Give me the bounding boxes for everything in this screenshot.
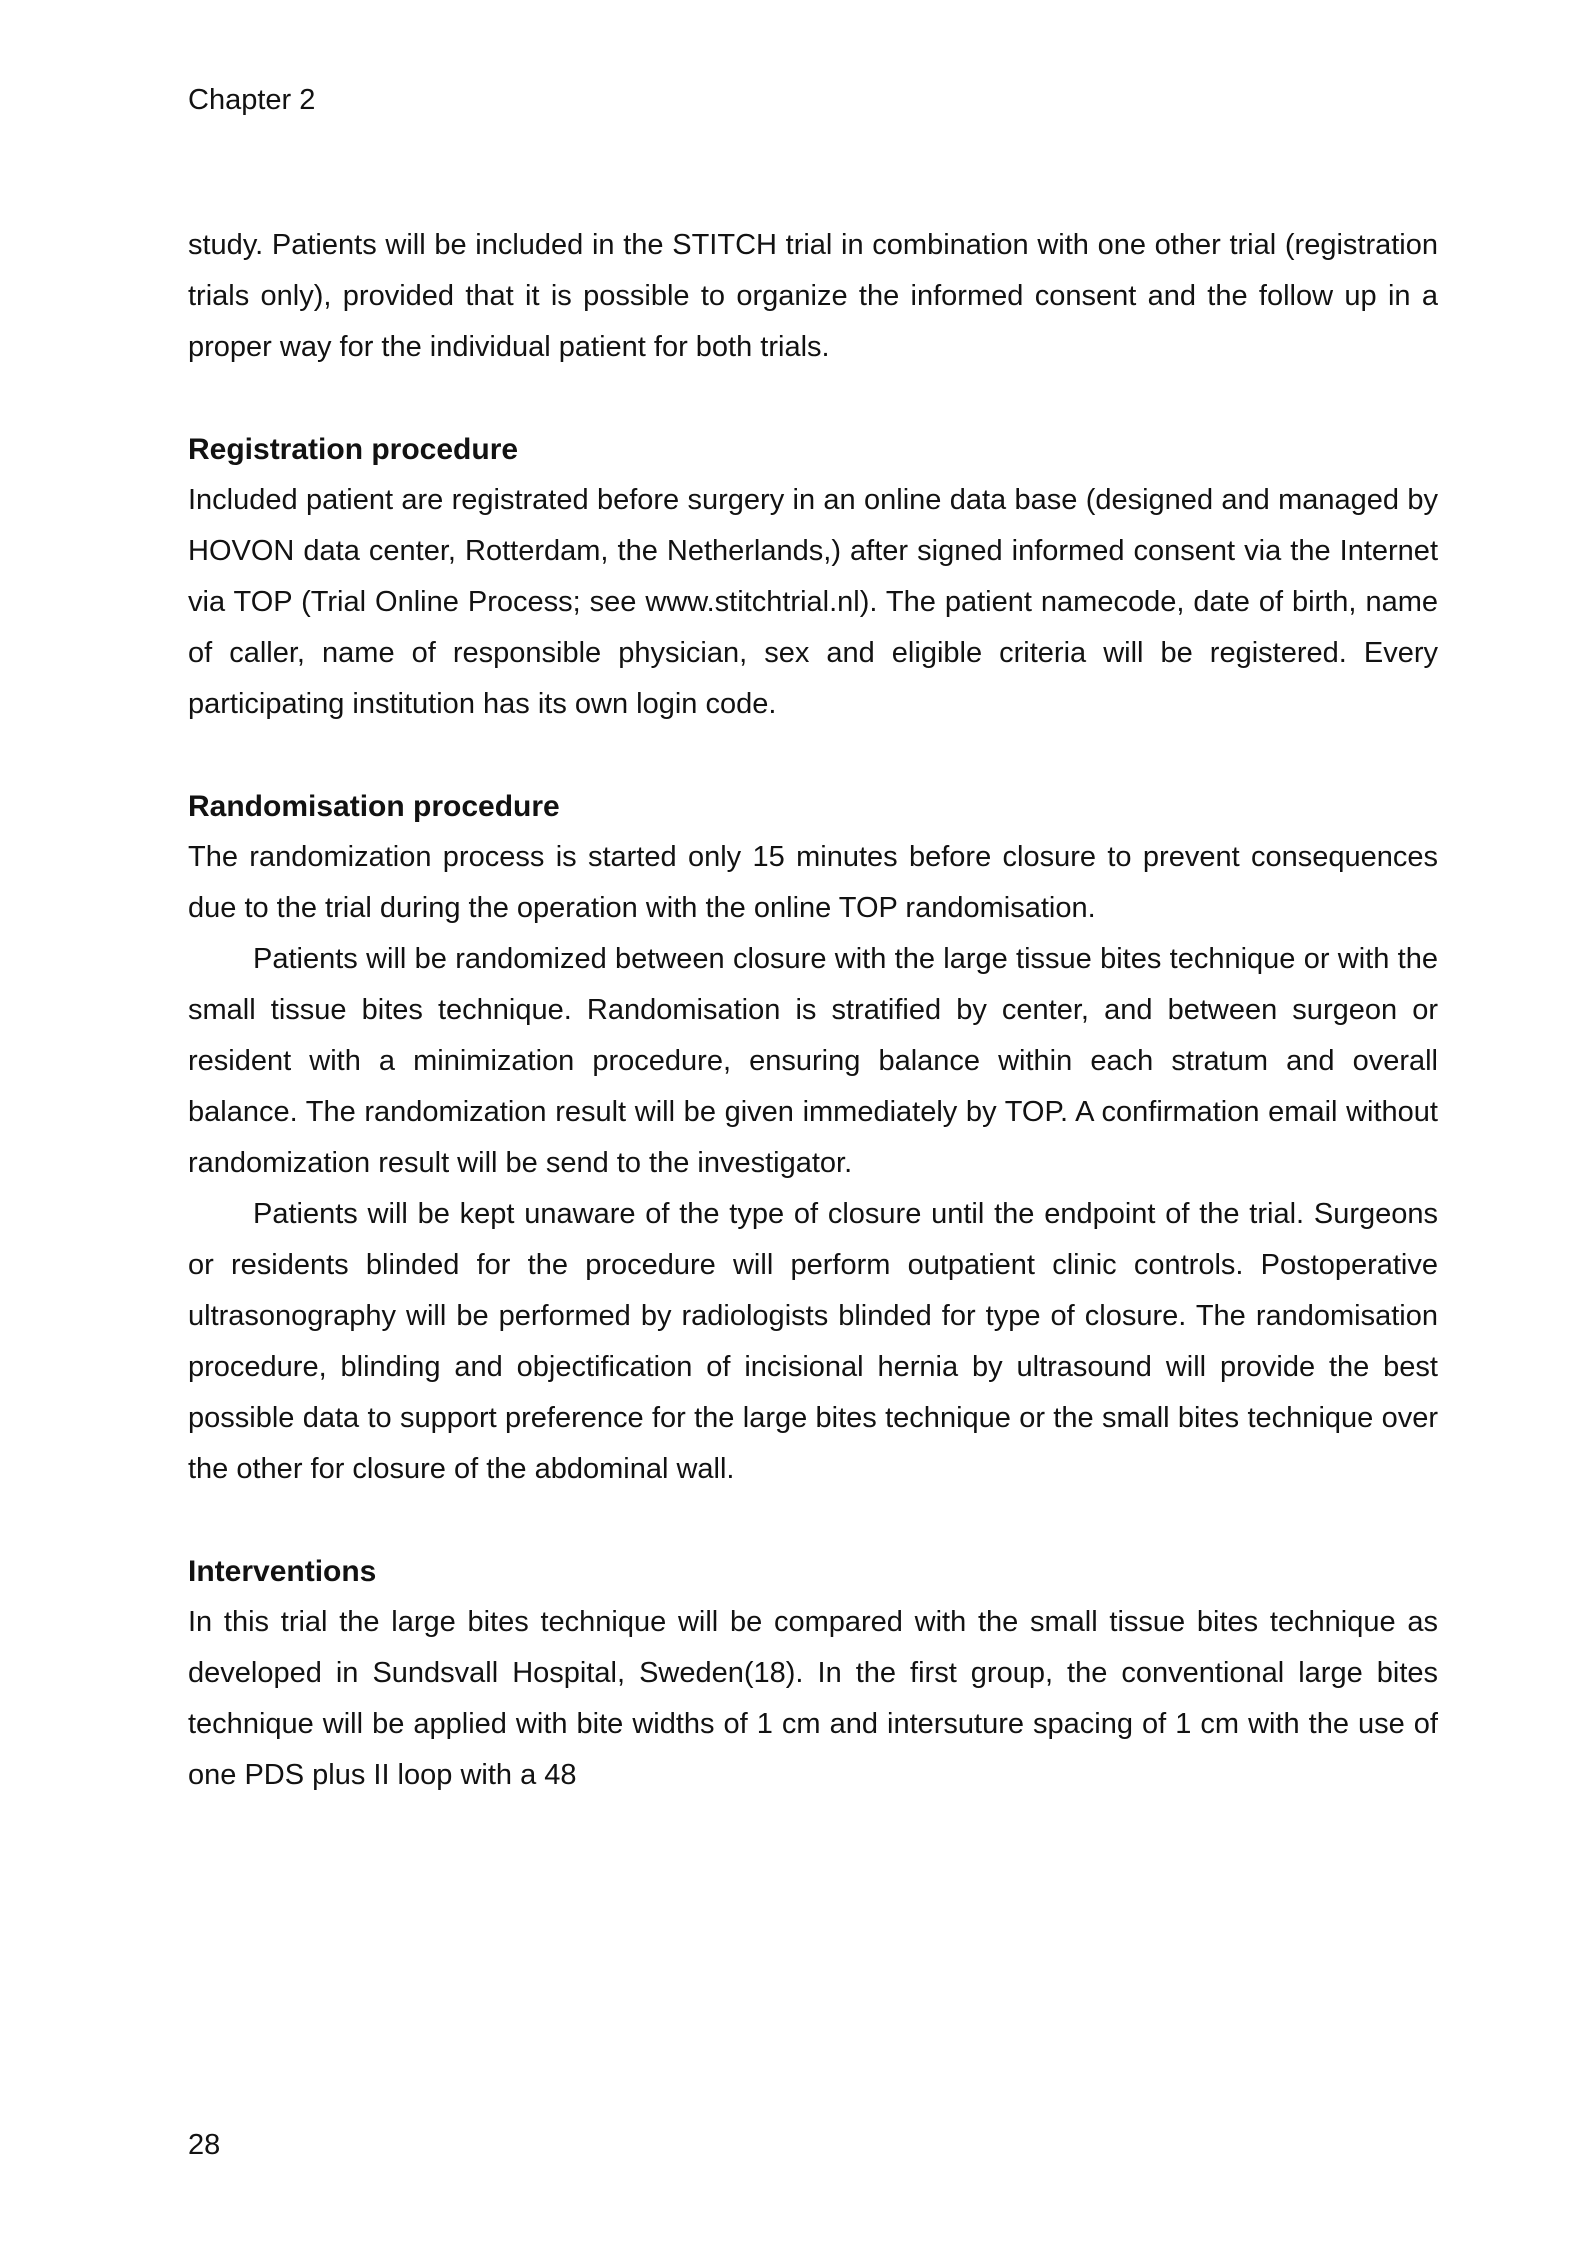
running-header: Chapter 2	[188, 84, 316, 116]
section-heading: Interventions	[188, 1555, 377, 1588]
paragraph: The randomization process is started only 15 minutes before closure to prevent consequences due to the trial during the operation with the online TOP randomisation.	[188, 841, 1438, 924]
paragraph: Included patient are registrated before surgery in an online data base (designed and managed by HOVON data center, Rotterdam, the Netherlands,) after signed informed consent via the Internet via TOP (Trial Online Process; see www.stitchtrial.nl). The patient namecode, date of birth, name of caller, name of responsible physician, sex and eligible criteria will be registered. Every participating institution has its own login code.	[188, 484, 1438, 720]
section-heading: Randomisation procedure	[188, 790, 560, 823]
page-number: 28	[188, 2129, 221, 2161]
section-heading: Registration procedure	[188, 433, 519, 466]
section-interventions	[188, 1546, 1438, 1801]
intro-paragraph: study. Patients will be included in the STITCH trial in combination with one other trial (registration trials only), provided that it is possible to organize the informed consent and the follow up in a proper way for the individual patient for both trials.	[188, 229, 1438, 363]
page-content	[188, 220, 1438, 1801]
paragraph: Patients will be kept unaware of the type of closure until the endpoint of the trial. Surgeons or residents blinded for the procedure will perform outpatient clinic controls. Postoperative ultrasonography will be performed by radiologists blinded for type of closure. The randomisation procedure, blinding and objectification of incisional hernia by ultrasound will provide the best possible data to support preference for the large bites technique or the small bites technique over the other for closure of the abdominal wall.	[188, 1198, 1438, 1485]
paragraph: Patients will be randomized between closure with the large tissue bites technique or with the small tissue bites technique. Randomisation is stratified by center, and between surgeon or resident with a minimization procedure, ensuring balance within each stratum and overall balance. The randomization result will be given immediately by TOP. A confirmation email without randomization result will be send to the investigator.	[188, 943, 1438, 1179]
section-registration-procedure	[188, 424, 1438, 730]
section-randomisation-procedure	[188, 781, 1438, 1495]
paragraph: In this trial the large bites technique will be compared with the small tissue bites technique as developed in Sundsvall Hospital, Sweden(18). In the first group, the conventional large bites technique will be applied with bite widths of 1 cm and intersuture spacing of 1 cm with the use of one PDS plus II loop with a 48	[188, 1606, 1438, 1791]
